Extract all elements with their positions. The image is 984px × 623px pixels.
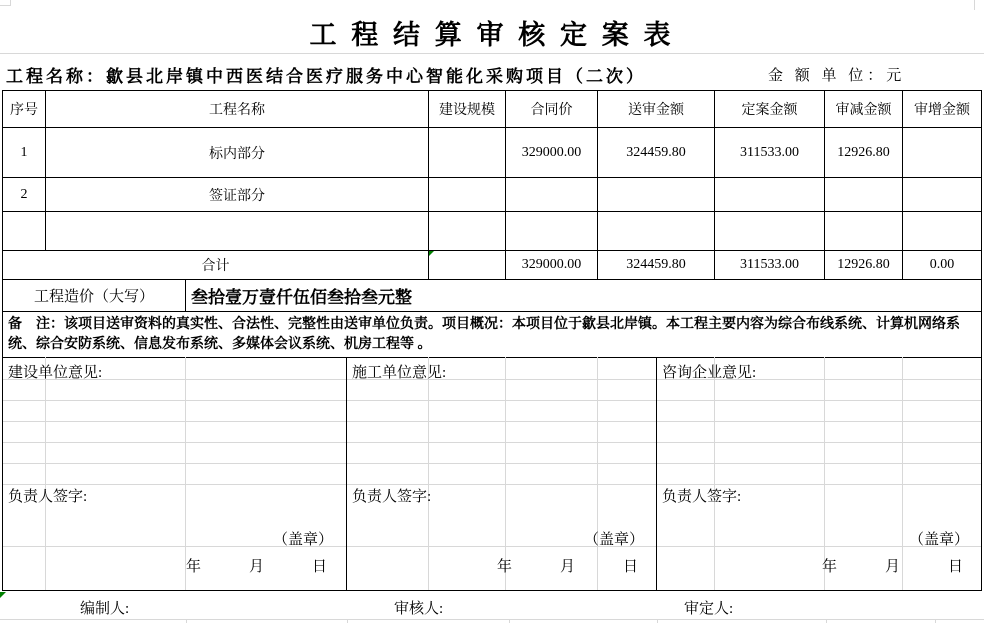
- opinion-box-construction: [3, 357, 345, 590]
- amount-unit-label: 金 额 单 位：元: [768, 68, 906, 84]
- sign-label: 负责人签字:: [8, 489, 88, 505]
- total-approved: 311533.00: [740, 257, 799, 272]
- form-table: [2, 90, 982, 591]
- date-row: [347, 555, 656, 576]
- col-header-name: 工程名称: [209, 103, 265, 118]
- month-label: 月: [559, 559, 575, 575]
- opinion-box-contractor: [346, 357, 656, 590]
- row1-submitted: 324459.80: [626, 144, 686, 160]
- grid-tick: [935, 619, 936, 623]
- row1-approved: 311533.00: [740, 144, 799, 160]
- grid-tick: [657, 619, 658, 623]
- construction-opinion-label: 建设单位意见:: [8, 365, 103, 381]
- grid-tick: [186, 619, 187, 623]
- month-label: 月: [884, 559, 900, 575]
- grid-tick: [347, 619, 348, 623]
- year-label: 年: [821, 559, 837, 575]
- cost-words-value: 叁拾壹万壹仟伍佰叁拾叁元整: [191, 288, 412, 307]
- row2-name: 签证部分: [209, 188, 265, 204]
- consultant-opinion-label: 咨询企业意见:: [662, 365, 757, 381]
- col-header-seq: 序号: [10, 103, 38, 118]
- seal-label: （盖章）: [908, 532, 969, 548]
- total-increase: 0.00: [929, 257, 955, 272]
- gridline-bottom: [0, 619, 984, 620]
- page-title: 工 程 结 算 审 核 定 案 表: [309, 20, 675, 50]
- sign-label: 负责人签字:: [662, 489, 742, 505]
- sign-label: 负责人签字:: [352, 489, 432, 505]
- total-submitted: 324459.80: [626, 257, 686, 272]
- day-label: 日: [622, 559, 638, 575]
- grid-tick: [509, 619, 510, 623]
- year-label: 年: [496, 559, 512, 575]
- row1-seq: 1: [20, 144, 28, 160]
- year-label: 年: [185, 559, 201, 575]
- col-header-scale: 建设规模: [439, 103, 495, 118]
- row1-reduction: 12926.80: [837, 144, 890, 160]
- corner-error-indicator-icon: [0, 592, 6, 598]
- cell-error-indicator-icon: [429, 251, 434, 256]
- project-name-label: 工程名称：歙县北岸镇中西医结合医疗服务中心智能化采购项目（二次）: [6, 67, 646, 86]
- row2-seq: 2: [20, 186, 28, 202]
- total-contract: 329000.00: [521, 257, 582, 272]
- date-row: [3, 555, 345, 576]
- approver-label: 审定人:: [684, 601, 734, 617]
- preparer-label: 编制人:: [80, 601, 130, 617]
- opinion-box-consultant: [656, 357, 981, 590]
- grid-tick-top-right: [974, 0, 975, 10]
- col-header-contract: 合同价: [530, 103, 573, 118]
- total-label: 合计: [201, 259, 230, 274]
- seal-label: （盖章）: [272, 532, 333, 548]
- seal-label: （盖章）: [583, 532, 644, 548]
- row-border: [3, 211, 981, 212]
- grid-tick: [826, 619, 827, 623]
- date-row: [657, 555, 981, 576]
- cost-words-label: 工程造价（大写）: [33, 289, 154, 305]
- day-label: 日: [311, 559, 327, 575]
- row1-contract: 329000.00: [521, 144, 582, 160]
- row1-name: 标内部分: [209, 146, 265, 162]
- reviewer-label: 审核人:: [394, 601, 444, 617]
- col-header-reduction: 审减金额: [835, 103, 892, 118]
- gridline-under-title: [0, 53, 984, 54]
- col-header-submitted: 送审金额: [628, 103, 684, 118]
- remark-text: 备 注：该项目送审资料的真实性、合法性、完整性由送审单位负责。项目概况：本项目位于歙县北岸镇。本工程主要内容为综合布线系统、计算机网络系统、综合安防系统、信息发布系统、多媒体会议系统、机房工程等 。: [8, 317, 960, 352]
- grid-corner-mark: [0, 0, 11, 6]
- col-header-approved: 定案金额: [741, 103, 798, 118]
- col-header-increase: 审增金额: [914, 103, 970, 118]
- day-label: 日: [947, 559, 963, 575]
- month-label: 月: [248, 559, 264, 575]
- contractor-opinion-label: 施工单位意见:: [352, 365, 447, 381]
- total-reduction: 12926.80: [837, 257, 890, 272]
